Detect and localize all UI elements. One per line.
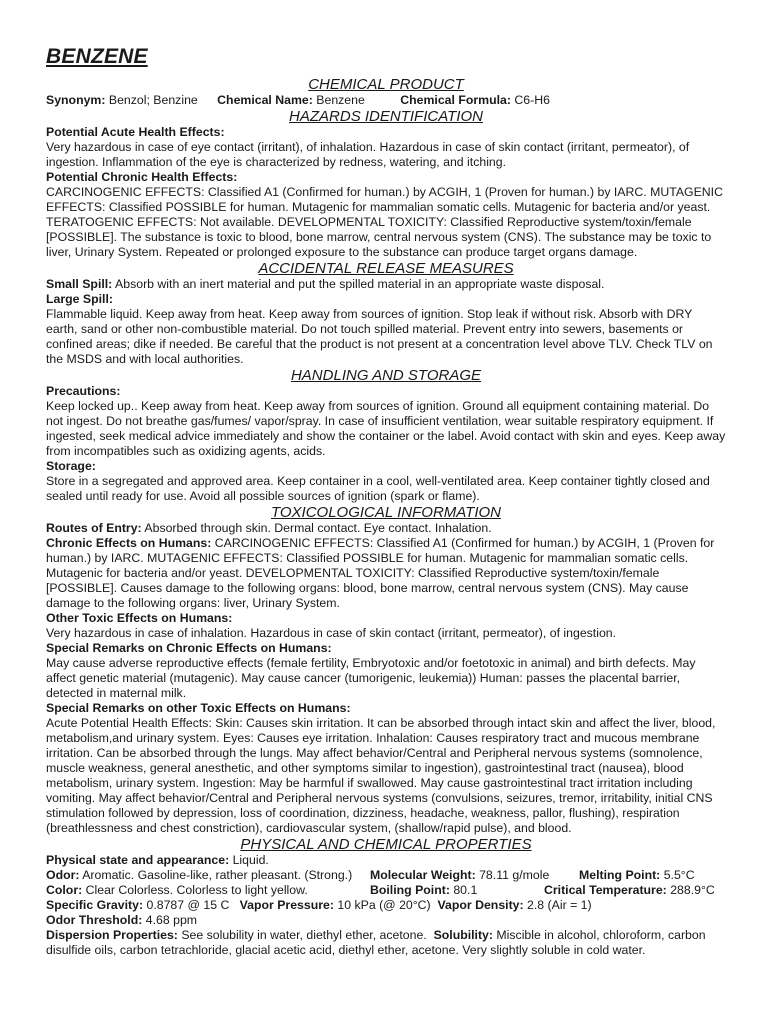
odor-threshold-label: Odor Threshold: bbox=[46, 913, 143, 927]
storage-label: Storage: bbox=[46, 459, 96, 473]
section-heading-physical-chemical: PHYSICAL AND CHEMICAL PROPERTIES bbox=[240, 836, 532, 853]
molecular-weight-label: Molecular Weight: bbox=[370, 868, 476, 882]
routes-label: Routes of Entry: bbox=[46, 521, 142, 535]
dispersion-paragraph bbox=[46, 928, 726, 958]
synonym-value: Benzol; Benzine bbox=[108, 93, 198, 107]
specific-gravity-value: 0.8787 @ 15 C bbox=[146, 898, 230, 912]
special-other-text: Acute Potential Health Effects: Skin: Causes skin irritation. It can be absorbed through intact skin and affect the liver, blood, metabolism,and urinary system. Eyes: Causes eye irritation. Inhalation: Causes respiratory tract and mucous membrane irritation. Can be absorbed through the lungs. May affect behavior/Central and Peripheral nervous systems (somnolence, muscle weakness, general anesthetic, and other symptoms similar to ingestion), gastrointestinal tract (nausea), blood metabolism, urinary system. Ingestion: May be harmful if swallowed. May cause gastrointestinal tract irritation including vomiting. May affect behavior/Central and Peripheral nervous systems (convulsions, seizures, tremor, irritability, initial CNS stimulation followed by depression, loss of coordination, dizziness, headache, weakness, pallor, flushing), respiration (breathlessness and chest constriction), cardiovascular system, (shallow/rapid pulse), and blood. bbox=[46, 716, 716, 835]
specific-gravity-label: Specific Gravity: bbox=[46, 898, 144, 912]
melting-point-value: 5.5°C bbox=[663, 868, 695, 882]
color-row bbox=[46, 883, 726, 898]
critical-temperature-cell bbox=[544, 883, 715, 898]
molecular-weight-value: 78.11 g/mole bbox=[479, 868, 550, 882]
storage-text: Store in a segregated and approved area. Keep container in a cool, well-ventilated area. Keep container tightly closed and sealed until ready for use. Avoid all possible sources of ignition (spark or flame). bbox=[46, 474, 710, 503]
section-heading-toxicological: TOXICOLOGICAL INFORMATION bbox=[270, 504, 502, 521]
color-value: Clear Colorless. Colorless to light yellow. bbox=[85, 883, 308, 897]
melting-point-label: Melting Point: bbox=[579, 868, 661, 882]
vapor-pressure-label: Vapor Pressure: bbox=[239, 898, 334, 912]
small-spill-text: Absorb with an inert material and put the spilled material in an appropriate waste disposal. bbox=[115, 277, 605, 291]
melting-point-cell bbox=[579, 868, 695, 883]
chemical-name-label: Chemical Name: bbox=[217, 93, 313, 107]
other-toxic-text: Very hazardous in case of inhalation. Hazardous in case of skin contact (irritant, permeator), of ingestion. bbox=[46, 626, 617, 640]
color-label: Color: bbox=[46, 883, 83, 897]
synonym-label: Synonym: bbox=[46, 93, 106, 107]
chronic-effects-text: CARCINOGENIC EFFECTS: Classified A1 (Confirmed for human.) by ACGIH, 1 (Proven for human.) by IARC. MUTAGENIC EFFECTS: Classified POSSIBLE for human. Mutagenic for mammalian somatic cells. Mutagenic for bacteria and/or yeast. TERATOGENIC EFFECTS: Not available. DEVELOPMENTAL TOXICITY: Classified Reproductive system/toxin/female [POSSIBLE]. The substance is toxic to blood, bone marrow, central nervous system (CNS). The substance may be toxic to liver, Urinary System. Repeated or prolonged exposure to the substance can produce target organs damage. bbox=[46, 185, 723, 259]
physical-state-row bbox=[46, 853, 726, 868]
other-toxic-label: Other Toxic Effects on Humans: bbox=[46, 611, 233, 625]
physical-state-label: Physical state and appearance: bbox=[46, 853, 230, 867]
precautions-label: Precautions: bbox=[46, 384, 121, 398]
odor-threshold-value: 4.68 ppm bbox=[145, 913, 198, 927]
chronic-effects-label: Potential Chronic Health Effects: bbox=[46, 170, 238, 184]
molecular-weight-cell bbox=[370, 868, 549, 883]
boiling-point-value: 80.1 bbox=[453, 883, 478, 897]
document-title: BENZENE bbox=[46, 45, 148, 68]
solubility-value: Miscible in alcohol, chloroform, carbon disulfide oils, carbon tetrachloride, glacial acetic acid, diethyl ether, acetone. Very slightly soluble in cold water. bbox=[46, 928, 706, 957]
chronic-humans-text: CARCINOGENIC EFFECTS: Classified A1 (Confirmed for human.) by ACGIH, 1 (Proven for human.) by IARC. MUTAGENIC EFFECTS: Classified POSSIBLE for human. Mutagenic for mammalian somatic cells. Mutagenic for bacteria and/or yeast. DEVELOPMENTAL TOXICITY: Classified Reproductive system/toxin/female [POSSIBLE]. Causes damage to the following organs: blood, bone marrow, central nervous system (CNS). May cause damage to the following organs: liver, Urinary System. bbox=[46, 536, 715, 610]
odor-label: Odor: bbox=[46, 868, 80, 882]
boiling-point-cell bbox=[370, 883, 477, 898]
vapor-pressure-value: 10 kPa (@ 20°C) bbox=[337, 898, 431, 912]
boiling-point-label: Boiling Point: bbox=[370, 883, 450, 897]
section-heading-chemical-product: CHEMICAL PRODUCT bbox=[308, 76, 464, 93]
chemical-formula-label: Chemical Formula: bbox=[400, 93, 511, 107]
dispersion-value: See solubility in water, diethyl ether, acetone. bbox=[181, 928, 427, 942]
section-heading-hazards: HAZARDS IDENTIFICATION bbox=[289, 108, 483, 125]
odor-threshold-row bbox=[46, 913, 726, 928]
special-chronic-label: Special Remarks on Chronic Effects on Humans: bbox=[46, 641, 332, 655]
chemical-name-value: Benzene bbox=[316, 93, 365, 107]
chemical-formula-value: C6-H6 bbox=[514, 93, 550, 107]
critical-temperature-label: Critical Temperature: bbox=[544, 883, 667, 897]
physical-state-value: Liquid. bbox=[232, 853, 269, 867]
acute-effects-label: Potential Acute Health Effects: bbox=[46, 125, 225, 139]
gravity-row bbox=[46, 898, 726, 913]
small-spill-label: Small Spill: bbox=[46, 277, 113, 291]
precautions-text: Keep locked up.. Keep away from heat. Keep away from sources of ignition. Ground all equipment containing material. Do not ingest. Do not breathe gas/fumes/ vapor/spray. In case of insufficient ventilation, wear suitable respiratory equipment. If ingested, seek medical advice immediately and show the container or the label. Avoid contact with skin and eyes. Keep away from incompatibles such as oxidizing agents, acids. bbox=[46, 399, 726, 458]
odor-value: Aromatic. Gasoline-like, rather pleasant. (Strong.) bbox=[82, 868, 353, 882]
small-spill-paragraph bbox=[46, 277, 726, 292]
routes-text: Absorbed through skin. Dermal contact. Eye contact. Inhalation. bbox=[144, 521, 492, 535]
product-identity-row bbox=[46, 93, 726, 108]
solubility-label: Solubility: bbox=[433, 928, 493, 942]
section-heading-accidental-release: ACCIDENTAL RELEASE MEASURES bbox=[258, 260, 514, 277]
vapor-density-value: 2.8 (Air = 1) bbox=[527, 898, 592, 912]
vapor-density-label: Vapor Density: bbox=[437, 898, 524, 912]
dispersion-label: Dispersion Properties: bbox=[46, 928, 178, 942]
special-chronic-text: May cause adverse reproductive effects (female fertility, Embryotoxic and/or foetotoxic in animal) and birth defects. May affect genetic material (mutagenic). May cause cancer (tumorigenic, leukemia)) Human: passes the placental barrier, detected in maternal milk. bbox=[46, 656, 696, 700]
section-heading-handling-storage: HANDLING AND STORAGE bbox=[290, 367, 482, 384]
large-spill-text: Flammable liquid. Keep away from heat. Keep away from sources of ignition. Stop leak if without risk. Absorb with DRY earth, sand or other non-combustible material. Do not touch spilled material. Prevent entry into sewers, basements or confined areas; dike if needed. Be careful that the product is not present at a concentration level above TLV. Check TLV on the MSDS and with local authorities. bbox=[46, 307, 713, 366]
chronic-humans-paragraph bbox=[46, 536, 726, 611]
critical-temperature-value: 288.9°C bbox=[670, 883, 715, 897]
chronic-humans-label: Chronic Effects on Humans: bbox=[46, 536, 212, 550]
large-spill-label: Large Spill: bbox=[46, 292, 113, 306]
special-other-label: Special Remarks on other Toxic Effects on Humans: bbox=[46, 701, 351, 715]
odor-row bbox=[46, 868, 726, 883]
routes-paragraph bbox=[46, 521, 726, 536]
acute-effects-text: Very hazardous in case of eye contact (irritant), of inhalation. Hazardous in case of skin contact (irritant, permeator), of ingestion. Inflammation of the eye is characterized by redness, watering, and itching. bbox=[46, 140, 690, 169]
